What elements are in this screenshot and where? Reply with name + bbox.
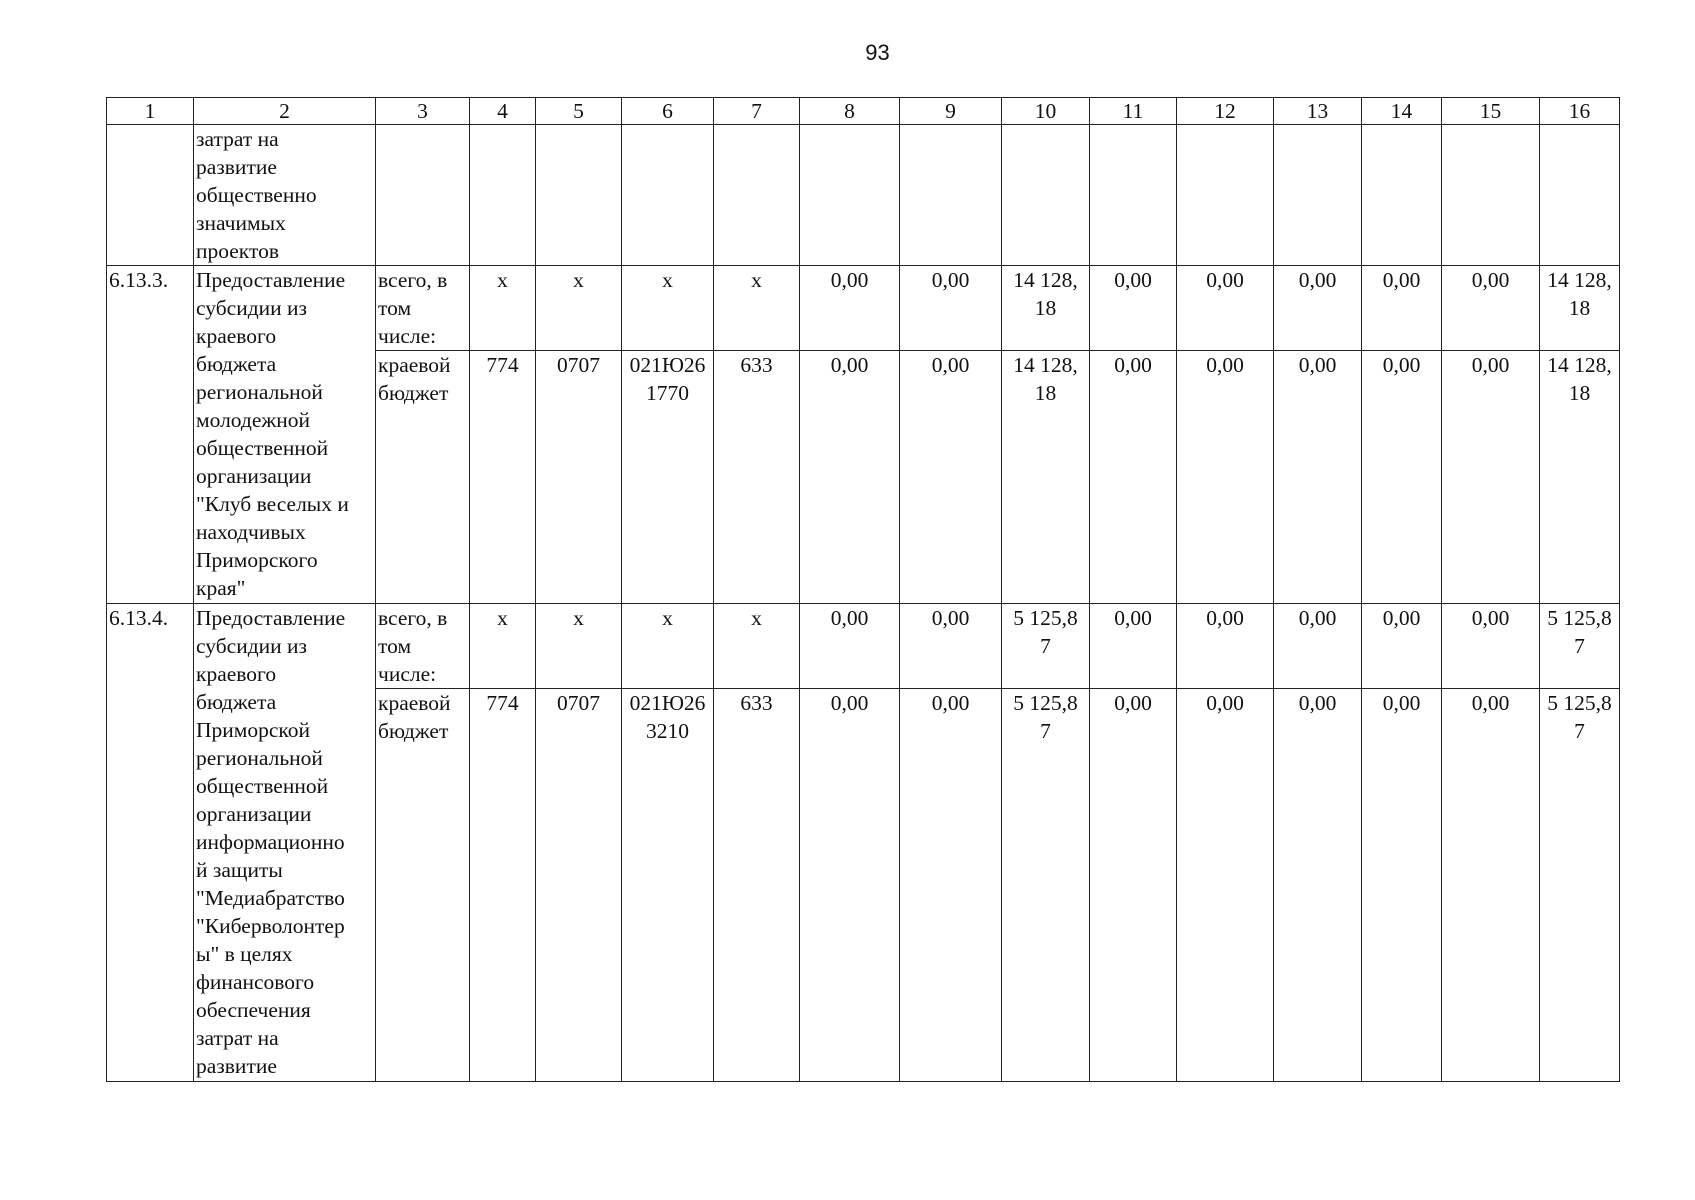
value-cell bbox=[536, 125, 622, 266]
table-row bbox=[107, 125, 1620, 266]
value-cell: 0,00 bbox=[1362, 604, 1442, 689]
value-cell bbox=[1002, 125, 1090, 266]
value-cell: 0,00 bbox=[1362, 351, 1442, 604]
value-cell: 0,00 bbox=[1090, 351, 1177, 604]
value-cell: 0,00 bbox=[1090, 604, 1177, 689]
column-number-cell: 15 bbox=[1442, 98, 1540, 125]
value-cell: 0,00 bbox=[1274, 604, 1362, 689]
value-cell: 0,00 bbox=[1090, 266, 1177, 351]
value-cell: 021Ю26 3210 bbox=[622, 689, 714, 1082]
value-cell bbox=[622, 125, 714, 266]
item-name-cell: Предоставление субсидии из краевого бюджета региональной молодежной общественной организации "Клуб веселых и находчивых Приморского края" bbox=[194, 266, 376, 604]
column-number-cell: 3 bbox=[376, 98, 470, 125]
funding-source-cell: краевой бюджет bbox=[376, 351, 470, 604]
column-number-cell: 8 bbox=[800, 98, 900, 125]
value-cell: 0,00 bbox=[800, 604, 900, 689]
value-cell: x bbox=[470, 604, 536, 689]
value-cell bbox=[714, 125, 800, 266]
value-cell: 0,00 bbox=[900, 604, 1002, 689]
value-cell: x bbox=[622, 604, 714, 689]
value-cell: 0,00 bbox=[800, 266, 900, 351]
value-cell: 0,00 bbox=[1362, 689, 1442, 1082]
value-cell: 14 128, 18 bbox=[1540, 266, 1620, 351]
value-cell: 0707 bbox=[536, 689, 622, 1082]
value-cell bbox=[1090, 125, 1177, 266]
value-cell bbox=[900, 125, 1002, 266]
value-cell: 5 125,8 7 bbox=[1002, 689, 1090, 1082]
value-cell: x bbox=[536, 266, 622, 351]
value-cell: x bbox=[536, 604, 622, 689]
value-cell: 5 125,8 7 bbox=[1540, 689, 1620, 1082]
value-cell: 021Ю26 1770 bbox=[622, 351, 714, 604]
value-cell: 0,00 bbox=[1177, 689, 1274, 1082]
column-number-cell: 14 bbox=[1362, 98, 1442, 125]
value-cell: 0,00 bbox=[1177, 604, 1274, 689]
value-cell: 0,00 bbox=[1442, 266, 1540, 351]
value-cell: 14 128, 18 bbox=[1540, 351, 1620, 604]
value-cell: 14 128, 18 bbox=[1002, 351, 1090, 604]
value-cell: 774 bbox=[470, 689, 536, 1082]
value-cell: 633 bbox=[714, 351, 800, 604]
value-cell bbox=[1177, 125, 1274, 266]
value-cell: 774 bbox=[470, 351, 536, 604]
value-cell: 0,00 bbox=[1274, 266, 1362, 351]
value-cell: 5 125,8 7 bbox=[1540, 604, 1620, 689]
table-row bbox=[107, 604, 1620, 689]
funding-source-cell bbox=[376, 125, 470, 266]
budget-table bbox=[106, 97, 1620, 1082]
value-cell: 633 bbox=[714, 689, 800, 1082]
value-cell: 0,00 bbox=[1177, 266, 1274, 351]
value-cell: 0,00 bbox=[1090, 689, 1177, 1082]
value-cell bbox=[800, 125, 900, 266]
value-cell: 5 125,8 7 bbox=[1002, 604, 1090, 689]
item-name-cell: затрат на развитие общественно значимых проектов bbox=[194, 125, 376, 266]
column-number-cell: 10 bbox=[1002, 98, 1090, 125]
value-cell: 0,00 bbox=[1442, 604, 1540, 689]
item-name-cell: Предоставление субсидии из краевого бюджета Приморской региональной общественной организации информационно й защиты "Медиабратство "Киберволонтер ы" в целях финансового обеспечения затрат на развитие bbox=[194, 604, 376, 1082]
value-cell: x bbox=[714, 604, 800, 689]
value-cell: 0,00 bbox=[1274, 351, 1362, 604]
column-number-cell: 12 bbox=[1177, 98, 1274, 125]
value-cell: 0,00 bbox=[1442, 689, 1540, 1082]
value-cell: 0707 bbox=[536, 351, 622, 604]
funding-source-cell: всего, в том числе: bbox=[376, 604, 470, 689]
column-number-cell: 11 bbox=[1090, 98, 1177, 125]
value-cell: 0,00 bbox=[900, 351, 1002, 604]
value-cell: x bbox=[714, 266, 800, 351]
column-number-cell: 9 bbox=[900, 98, 1002, 125]
column-number-cell: 6 bbox=[622, 98, 714, 125]
value-cell: 0,00 bbox=[900, 689, 1002, 1082]
table-row bbox=[107, 266, 1620, 351]
item-number-cell: 6.13.3. bbox=[107, 266, 194, 604]
value-cell: 0,00 bbox=[900, 266, 1002, 351]
value-cell: 0,00 bbox=[1442, 351, 1540, 604]
value-cell bbox=[1274, 125, 1362, 266]
value-cell: 0,00 bbox=[1362, 266, 1442, 351]
column-number-cell: 1 bbox=[107, 98, 194, 125]
value-cell: 14 128, 18 bbox=[1002, 266, 1090, 351]
value-cell: x bbox=[470, 266, 536, 351]
column-number-cell: 2 bbox=[194, 98, 376, 125]
funding-source-cell: краевой бюджет bbox=[376, 689, 470, 1082]
column-number-cell: 5 bbox=[536, 98, 622, 125]
item-number-cell: 6.13.4. bbox=[107, 604, 194, 1082]
value-cell: x bbox=[622, 266, 714, 351]
column-number-cell: 16 bbox=[1540, 98, 1620, 125]
item-number-cell bbox=[107, 125, 194, 266]
value-cell: 0,00 bbox=[800, 689, 900, 1082]
value-cell: 0,00 bbox=[1274, 689, 1362, 1082]
value-cell bbox=[1540, 125, 1620, 266]
value-cell bbox=[1442, 125, 1540, 266]
page-number: 93 bbox=[865, 40, 890, 65]
value-cell bbox=[470, 125, 536, 266]
column-number-cell: 13 bbox=[1274, 98, 1362, 125]
value-cell: 0,00 bbox=[1177, 351, 1274, 604]
funding-source-cell: всего, в том числе: bbox=[376, 266, 470, 351]
column-number-cell: 7 bbox=[714, 98, 800, 125]
value-cell: 0,00 bbox=[800, 351, 900, 604]
value-cell bbox=[1362, 125, 1442, 266]
header-row bbox=[107, 98, 1620, 125]
column-number-cell: 4 bbox=[470, 98, 536, 125]
